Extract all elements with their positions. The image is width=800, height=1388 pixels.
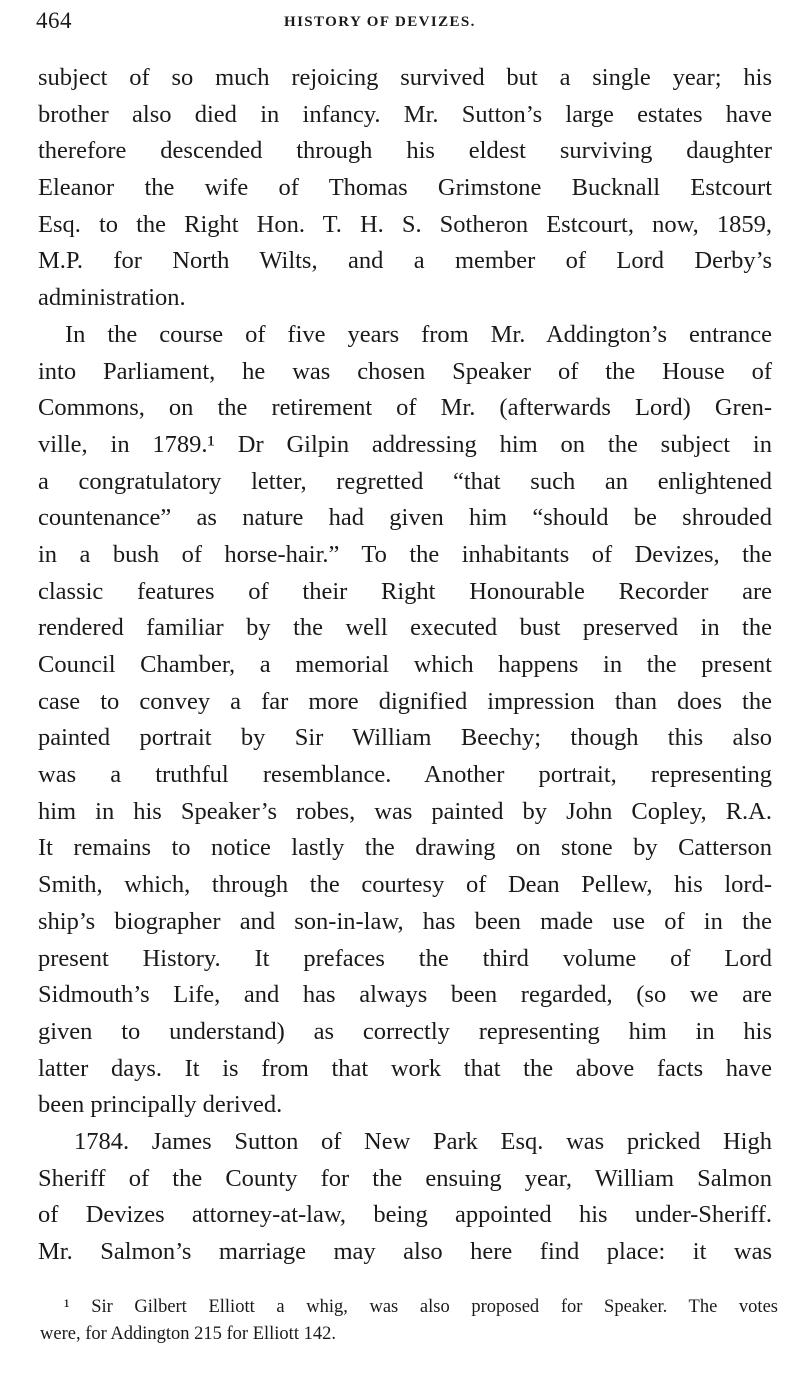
text-line: into Parliament, he was chosen Speaker of the House of	[38, 357, 772, 385]
text-line: latter days. It is from that work that the above facts have	[38, 1054, 772, 1082]
text-line: It remains to notice lastly the drawing on stone by Catterson	[38, 834, 772, 862]
text-line: present History. It prefaces the third volume of Lord	[38, 944, 772, 972]
text-line: therefore descended through his eldest surviving daughter	[38, 137, 772, 165]
paragraph-start-line: 1784. James Sutton of New Park Esq. was pricked High	[74, 1127, 772, 1155]
text-line: ship’s biographer and son-in-law, has been made use of in the	[38, 907, 772, 935]
text-line: administration.	[38, 284, 186, 312]
text-line: painted portrait by Sir William Beechy; though this also	[38, 724, 772, 752]
text-line: Esq. to the Right Hon. T. H. S. Sotheron Estcourt, now, 1859,	[38, 210, 772, 238]
footnote-line: ¹ Sir Gilbert Elliott a whig, was also proposed for Speaker. The votes	[64, 1297, 778, 1317]
text-line: ville, in 1789.¹ Dr Gilpin addressing him on the subject in	[38, 430, 772, 458]
text-line: M.P. for North Wilts, and a member of Lord Derby’s	[38, 247, 772, 275]
footnote-line: were, for Addington 215 for Elliott 142.	[40, 1324, 336, 1344]
text-line: a congratulatory letter, regretted “that such an enlightened	[38, 467, 772, 495]
page-number: 464	[36, 8, 72, 33]
text-line: of Devizes attorney-at-law, being appointed his under-Sheriff.	[38, 1201, 772, 1229]
running-title: HISTORY OF DEVIZES.	[284, 14, 476, 30]
text-line: Sheriff of the County for the ensuing year, William Salmon	[38, 1164, 772, 1192]
text-line: brother also died in infancy. Mr. Sutton’s large estates have	[38, 100, 772, 128]
text-line: Sidmouth’s Life, and has always been regarded, (so we are	[38, 981, 772, 1009]
footnotes	[40, 1294, 778, 1348]
text-line: was a truthful resemblance. Another portrait, representing	[38, 761, 772, 789]
text-line: Smith, which, through the courtesy of Dean Pellew, his lord-	[38, 871, 772, 899]
text-line: countenance” as nature had given him “should be shrouded	[38, 504, 772, 532]
text-line: given to understand) as correctly representing him in his	[38, 1017, 772, 1045]
running-header	[36, 8, 774, 42]
text-line: case to convey a far more dignified impression than does the	[38, 687, 772, 715]
body-text	[38, 60, 772, 1271]
text-line: subject of so much rejoicing survived but a single year; his	[38, 64, 772, 91]
text-line: Commons, on the retirement of Mr. (afterwards Lord) Gren-	[38, 394, 772, 422]
text-line: Mr. Salmon’s marriage may also here find place: it was	[38, 1238, 772, 1265]
text-line: Eleanor the wife of Thomas Grimstone Bucknall Estcourt	[38, 174, 772, 202]
text-line: in a bush of horse-hair.” To the inhabitants of Devizes, the	[38, 540, 772, 568]
text-line: classic features of their Right Honourable Recorder are	[38, 577, 772, 605]
text-line: Council Chamber, a memorial which happens in the present	[38, 651, 772, 678]
text-line: him in his Speaker’s robes, was painted by John Copley, R.A.	[38, 797, 772, 825]
text-line: been principally derived.	[38, 1091, 283, 1119]
paragraph-start-line: In the course of five years from Mr. Addington’s entrance	[65, 320, 772, 348]
text-line: rendered familiar by the well executed bust preserved in the	[38, 614, 772, 642]
